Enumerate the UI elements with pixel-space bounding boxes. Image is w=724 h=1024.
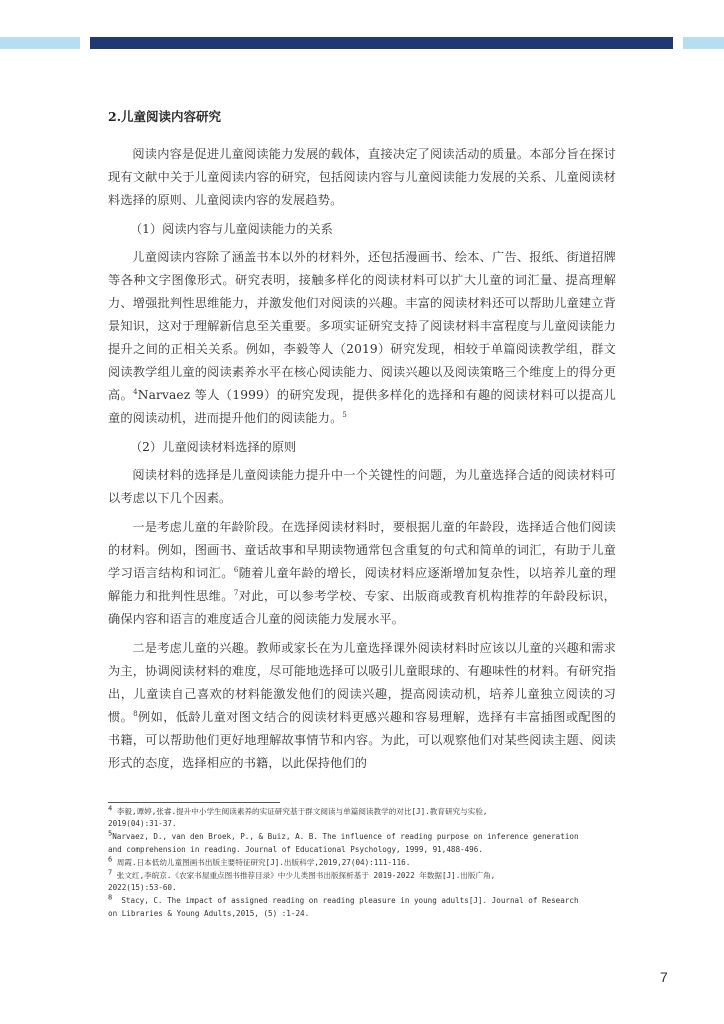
- header-bar-main: [90, 37, 673, 49]
- footnote-text: 周霞.日本低幼儿童图画书出版主要特征研究[J].出版科学,2019,27(04):111-116.: [112, 857, 411, 867]
- footnote-ref[interactable]: 6: [233, 565, 239, 574]
- page-number: 7: [660, 969, 668, 985]
- footnote-number: 5: [108, 829, 113, 838]
- footnote-item: [108, 870, 618, 894]
- footnote-number: 7: [108, 868, 113, 877]
- intro-paragraph: 阅读内容是促进儿童阅读能力发展的载体，直接决定了阅读活动的质量。本部分旨在探讨现有文献中关于儿童阅读内容的研究，包括阅读内容与儿童阅读能力发展的关系、儿童阅读材料选择的原则、儿童阅读内容的发展趋势。: [108, 147, 616, 207]
- paragraph-4: [108, 637, 616, 775]
- paragraph-2: 阅读材料的选择是儿童阅读能力提升中一个关键性的问题，为儿童选择合适的阅读材料可以考虑以下几个因素。: [108, 468, 616, 505]
- footnote-item: [108, 806, 618, 830]
- footnotes: [108, 806, 618, 921]
- footnote-number: 4: [108, 804, 113, 813]
- header-bar-left: [0, 37, 80, 49]
- main-content: [108, 108, 616, 781]
- footnote-text: Stacy, C. The impact of assigned reading on reading pleasure in young adults[J]. Journal of Research on Libraries & Young Adults,2015, (5) :1-24.: [108, 896, 579, 918]
- footnote-ref[interactable]: 5: [342, 410, 348, 419]
- paragraph-3: [108, 516, 616, 631]
- footnote-item: [108, 831, 618, 855]
- footnote-divider: [108, 802, 280, 803]
- footnote-text: Narvaez, D., van den Broek, P., & Buiz, A. B. The influence of reading purpose on inference generation and comprehension in reading. Journal of Educational Psychology, 1999, 91,488-496.: [108, 832, 579, 854]
- paragraph-3-part-a: 一是考虑儿童的年龄阶段。在选择阅读材料时，要根据儿童的年龄段，选择适合他们阅读的材料。例如，图画书、童话故事和早期读物通常包含重复的句式和简单的词汇，有助于儿童学习语言结构和词汇。: [108, 520, 616, 580]
- subheading-1: （1）阅读内容与儿童阅读能力的关系: [130, 222, 333, 236]
- paragraph-1-part-b: Narvaez 等人（1999）的研究发现，提供多样化的选择和有趣的阅读材料可以提高儿童的阅读动机，进而提升他们的阅读能力。: [108, 388, 616, 425]
- paragraph-4-part-b: 例如，低龄儿童对图文结合的阅读材料更感兴趣和容易理解，选择有丰富插图或配图的书籍，可以帮助他们更好地理解故事情节和内容。为此，可以观察他们对某些阅读主题、阅读形式的态度，选择相应的书籍，以此保持他们的: [108, 710, 616, 770]
- paragraph-1-part-a: 儿童阅读内容除了涵盖书本以外的材料外，还包括漫画书、绘本、广告、报纸、街道招牌等各种文字图像形式。研究表明，接触多样化的阅读材料可以扩大儿童的词汇量、提高理解力、增强批判性思维能力，并激发他们对阅读的兴趣。丰富的阅读材料还可以帮助儿童建立背景知识，这对于理解新信息至关重要。多项实证研究支持了阅读材料丰富程度与儿童阅读能力提升之间的正相关关系。例如，李毅等人（2019）研究发现，相较于单篇阅读教学组，群文阅读教学组儿童的阅读素养水平在核心阅读能力、阅读兴趣以及阅读策略三个维度上的得分更高。: [108, 250, 616, 402]
- footnote-number: 8: [108, 893, 113, 902]
- paragraph-1: [108, 246, 616, 430]
- footnote-ref[interactable]: 7: [233, 588, 239, 597]
- section-heading: 2.儿童阅读内容研究: [108, 109, 222, 124]
- paragraph-3-part-c: 对此，可以参考学校、专家、出版商或教育机构推荐的年龄段标识，确保内容和语言的难度适合儿童的阅读能力发展水平。: [108, 589, 617, 626]
- paragraph-3-part-b: 随着儿童年龄的增长，阅读材料应逐渐增加复杂性，以培养儿童的理解能力和批判性思维。: [108, 566, 617, 603]
- footnote-item: [108, 895, 618, 919]
- subheading-2: （2）儿童阅读材料选择的原则: [130, 440, 297, 454]
- footnote-ref[interactable]: 8: [133, 709, 138, 718]
- footnote-item: [108, 857, 618, 869]
- footnote-text: 李毅,谭婷,张睿.提升中小学生阅读素养的实证研究基于群文阅读与单篇阅读教学的对比[J].教育研究与实验, 2019(04):31-37.: [108, 807, 488, 829]
- paragraph-4-part-a: 二是考虑儿童的兴趣。教师或家长在为儿童选择课外阅读材料时应该以儿童的兴趣和需求为主，协调阅读材料的难度，尽可能地选择可以吸引儿童眼球的、有趣味性的材料。有研究指出，儿童读自己喜欢的材料能激发他们的阅读兴趣，提高阅读动机，培养儿童独立阅读的习惯。: [108, 641, 616, 724]
- footnote-number: 6: [108, 855, 113, 864]
- footnote-ref[interactable]: 4: [133, 387, 138, 396]
- footnote-text: 张文红,李皖京.《农家书屋重点图书推荐目录》中少儿类图书出版探析基于 2019-2022 年数据[J].出版广角, 2022(15):53-60.: [108, 871, 496, 893]
- header-bar-right: [683, 37, 724, 49]
